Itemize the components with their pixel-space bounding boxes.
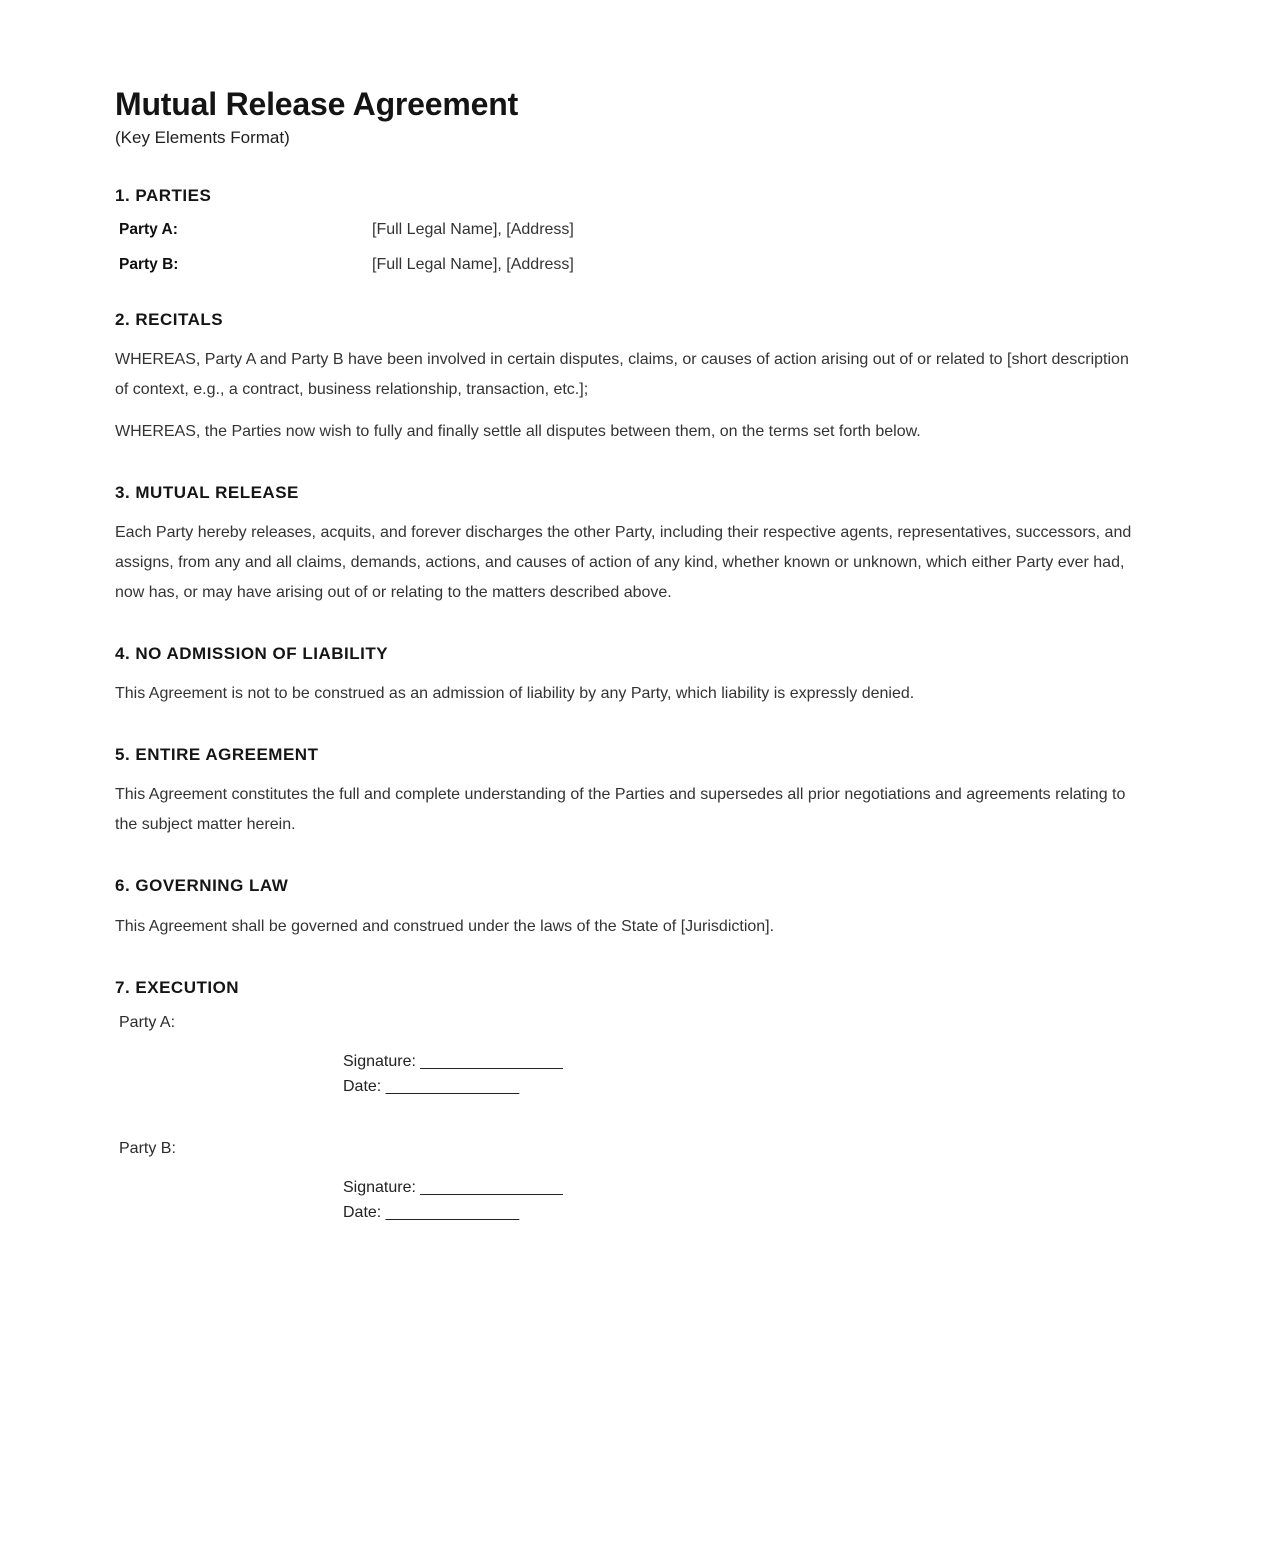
party-row-b bbox=[115, 256, 1138, 274]
document-subtitle: (Key Elements Format) bbox=[115, 128, 290, 147]
party-row-a bbox=[115, 221, 1138, 239]
signature-block-party-b bbox=[343, 1175, 1138, 1225]
party-a-label: Party A: bbox=[119, 221, 178, 239]
governing-law-paragraph: This Agreement shall be governed and construed under the laws of the State of [Jurisdiction]. bbox=[115, 917, 775, 935]
section-recitals bbox=[115, 309, 1138, 447]
party-b-value: [Full Legal Name], [Address] bbox=[372, 256, 574, 274]
section-heading-recitals: 2. RECITALS bbox=[115, 310, 224, 330]
section-heading-execution: 7. EXECUTION bbox=[115, 977, 240, 997]
section-entire-agreement bbox=[115, 744, 1138, 840]
document-title: Mutual Release Agreement bbox=[115, 86, 519, 122]
section-parties bbox=[115, 185, 1138, 274]
section-heading-entire-agreement: 5. ENTIRE AGREEMENT bbox=[115, 745, 319, 765]
mutual-release-paragraph: Each Party hereby releases, acquits, and forever discharges the other Party, including their respective agents, representatives, successors, and assigns, from any and all claims, demands, actions, and causes of action of any kind, whether known or unknown, which either Party ever had, now has, or may have arising out of or relating to the matters described above. bbox=[115, 524, 1132, 602]
section-heading-parties: 1. PARTIES bbox=[115, 185, 212, 205]
section-heading-mutual-release: 3. MUTUAL RELEASE bbox=[115, 483, 299, 503]
section-mutual-release bbox=[115, 482, 1138, 608]
recitals-paragraph-2: WHEREAS, the Parties now wish to fully and finally settle all disputes between them, on the terms set forth below. bbox=[115, 423, 921, 441]
entire-agreement-paragraph: This Agreement constitutes the full and complete understanding of the Parties and supersedes all prior negotiations and agreements relating to the subject matter herein. bbox=[115, 786, 1126, 834]
execution-block-party-b bbox=[115, 1139, 1138, 1225]
recitals-paragraph-1: WHEREAS, Party A and Party B have been involved in certain disputes, claims, or causes of action arising out of or related to [short description of context, e.g., a contract, business relationship, transaction, etc.]; bbox=[115, 351, 1129, 399]
no-admission-paragraph: This Agreement is not to be construed as an admission of liability by any Party, which liability is expressly denied. bbox=[115, 685, 915, 703]
section-heading-no-admission: 4. NO ADMISSION OF LIABILITY bbox=[115, 644, 389, 664]
execution-party-b-label: Party B: bbox=[119, 1139, 176, 1157]
execution-block-party-a bbox=[115, 1013, 1138, 1099]
party-a-value: [Full Legal Name], [Address] bbox=[372, 221, 574, 239]
section-execution bbox=[115, 977, 1138, 1225]
section-heading-governing-law: 6. GOVERNING LAW bbox=[115, 876, 289, 896]
document-header bbox=[115, 84, 1138, 150]
signature-block-party-a bbox=[343, 1049, 1138, 1099]
date-line-party-b: Date: _______________ bbox=[343, 1203, 520, 1221]
date-line-party-a: Date: _______________ bbox=[343, 1077, 520, 1095]
section-governing-law bbox=[115, 875, 1138, 941]
section-no-admission bbox=[115, 643, 1138, 709]
party-b-label: Party B: bbox=[119, 256, 179, 274]
signature-line-party-a: Signature: ________________ bbox=[343, 1052, 563, 1070]
signature-line-party-b: Signature: ________________ bbox=[343, 1178, 563, 1196]
execution-party-a-label: Party A: bbox=[119, 1013, 176, 1031]
